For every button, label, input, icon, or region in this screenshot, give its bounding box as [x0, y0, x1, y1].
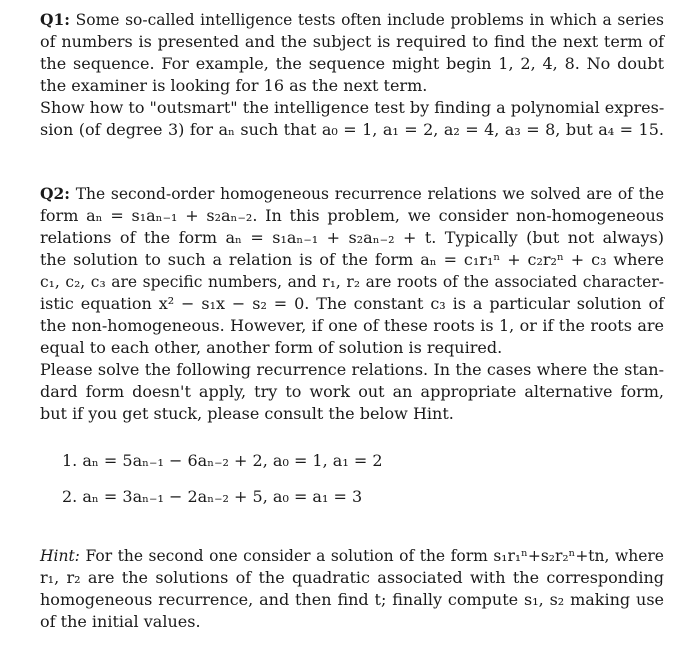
q1-line-1-text: Some so-called intelligence tests often include problems in which a series: [75, 11, 664, 29]
hint-line-1-text: For the second one consider a solution of the form s₁r₁ⁿ+s₂r₂ⁿ+tn, where: [85, 547, 664, 565]
q1-paragraph: [40, 9, 664, 141]
hint-line-3: homogeneous recurrence, and then find t; finally compute s₁, s₂ making use: [40, 590, 664, 609]
q2-line-4: the solution to such a relation is of the form aₙ = c₁r₁ⁿ + c₂r₂ⁿ + c₃ where: [40, 250, 664, 269]
q1-line-5: Show how to "outsmart" the intelligence test by finding a polynomial expres-: [40, 98, 665, 117]
q1-line-6: sion (of degree 3) for aₙ such that a₀ = 1, a₁ = 2, a₂ = 4, a₃ = 8, but a₄ = 15.: [40, 120, 664, 139]
list-item-2: 2. aₙ = 3aₙ₋₁ − 2aₙ₋₂ + 5, a₀ = a₁ = 3: [62, 487, 363, 506]
hint-line-4: of the initial values.: [40, 612, 201, 631]
q2-line-1: [40, 183, 664, 205]
q2-line-9: Please solve the following recurrence relations. In the cases where the stan-: [40, 360, 664, 379]
q1-line-4: the examiner is looking for 16 as the next term.: [40, 76, 428, 95]
q1-line-2: of numbers is presented and the subject is required to find the next term of: [40, 32, 664, 51]
list-item-1: 1. aₙ = 5aₙ₋₁ − 6aₙ₋₂ + 2, a₀ = 1, a₁ = 2: [62, 451, 383, 470]
q2-line-10: dard form doesn't apply, try to work out an appropriate alternative form,: [40, 382, 664, 401]
q2-line-11: but if you get stuck, please consult the below Hint.: [40, 404, 454, 423]
q1-line-3: the sequence. For example, the sequence might begin 1, 2, 4, 8. No doubt: [40, 54, 664, 73]
q2-line-6: istic equation x² − s₁x − s₂ = 0. The constant c₃ is a particular solution of: [40, 294, 664, 313]
q2-line-8: equal to each other, another form of solution is required.: [40, 338, 503, 357]
hint-line-1: [40, 545, 664, 567]
q2-label: Q2:: [40, 184, 71, 203]
hint-label: Hint:: [40, 547, 80, 565]
q2-line-2: form aₙ = s₁aₙ₋₁ + s₂aₙ₋₂. In this problem, we consider non-homogeneous: [40, 206, 664, 225]
q2-line-1-text: The second-order homogeneous recurrence relations we solved are of the: [75, 185, 664, 203]
q2-line-3: relations of the form aₙ = s₁aₙ₋₁ + s₂aₙ₋₂ + t. Typically (but not always): [40, 228, 664, 247]
hint-paragraph: [40, 545, 664, 633]
q2-line-7: the non-homogeneous. However, if one of these roots is 1, or if the roots are: [40, 316, 664, 335]
q1-label: Q1:: [40, 10, 71, 29]
q2-paragraph: [40, 183, 664, 425]
hint-line-2: r₁, r₂ are the solutions of the quadratic associated with the corresponding: [40, 568, 664, 587]
q1-line-1: [40, 9, 664, 31]
q2-line-5: c₁, c₂, c₃ are specific numbers, and r₁, r₂ are roots of the associated character-: [40, 273, 664, 291]
